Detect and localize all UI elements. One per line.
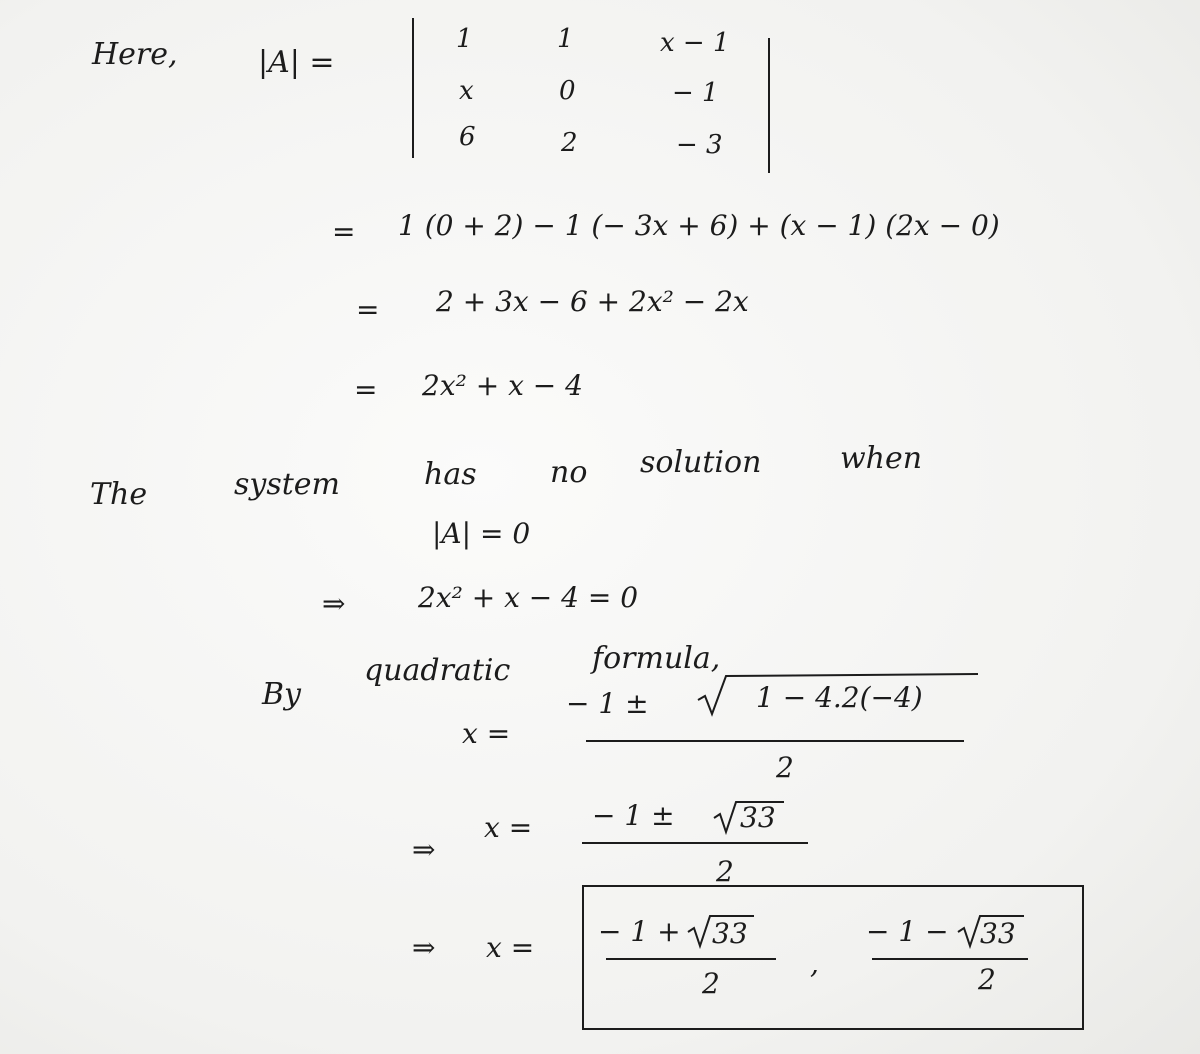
statement-word-system: system	[234, 467, 340, 502]
matrix-cell-r3c1: 6	[459, 122, 476, 152]
matrix-cell-r2c1: x	[459, 76, 474, 106]
simplified-fraction-bar	[582, 842, 808, 844]
matrix-cell-r2c3: − 1	[672, 78, 719, 108]
statement-word-when: when	[840, 441, 923, 476]
expansion-step-3-sign: =	[354, 373, 378, 406]
expansion-step-2: 2 + 3x − 6 + 2x² − 2x	[436, 285, 749, 318]
root1-radicand: 33	[712, 917, 748, 950]
determinant-right-bar	[768, 38, 770, 173]
here-label: Here,	[92, 37, 178, 72]
simplified-denominator: 2	[716, 855, 734, 888]
expansion-step-3: 2x² + x − 4	[422, 369, 583, 402]
simplified-numerator-prefix: − 1 ±	[592, 799, 675, 832]
roots-separator: ,	[810, 947, 819, 980]
matrix-cell-r1c1: 1	[456, 24, 473, 54]
root2-radicand: 33	[980, 917, 1016, 950]
simplified-lhs: x =	[484, 811, 533, 844]
statement-word-has: has	[424, 457, 477, 492]
final-lhs: x =	[486, 931, 535, 964]
implies-symbol-1: ⇒	[322, 587, 346, 620]
root1-denominator: 2	[702, 967, 720, 1000]
word-quadratic: quadratic	[364, 653, 511, 688]
statement-word-no: no	[550, 455, 588, 490]
expansion-step-1-sign: =	[332, 215, 356, 248]
root2-denominator: 2	[978, 963, 996, 996]
formula-denominator: 2	[776, 751, 794, 784]
statement-word-solution: solution	[640, 445, 762, 480]
formula-fraction-bar	[586, 740, 964, 742]
implies-symbol-2: ⇒	[412, 833, 436, 866]
word-by: By	[262, 677, 301, 712]
formula-numerator-prefix: − 1 ±	[566, 687, 649, 720]
root2-numerator-prefix: − 1 −	[866, 915, 949, 948]
word-formula: formula,	[592, 641, 721, 676]
statement-word-the: The	[90, 477, 148, 512]
root2-fraction-bar	[872, 958, 1028, 960]
implies-symbol-3: ⇒	[412, 931, 436, 964]
matrix-cell-r3c3: − 3	[676, 130, 723, 160]
matrix-cell-r3c2: 2	[561, 128, 578, 158]
quadratic-equation: 2x² + x − 4 = 0	[418, 581, 639, 614]
expansion-step-2-sign: =	[356, 293, 380, 326]
formula-radicand: 1 − 4.2(−4)	[756, 681, 923, 714]
expansion-step-1: 1 (0 + 2) − 1 (− 3x + 6) + (x − 1) (2x − 0)	[398, 209, 1000, 242]
simplified-radicand: 33	[740, 801, 776, 834]
matrix-cell-r1c2: 1	[557, 24, 574, 54]
determinant-left-bar	[412, 18, 414, 158]
matrix-cell-r1c3: x − 1	[660, 28, 730, 58]
determinant-lhs: |A| =	[258, 45, 335, 80]
root1-numerator-prefix: − 1 +	[598, 915, 681, 948]
formula-lhs: x =	[462, 717, 511, 750]
root1-fraction-bar	[606, 958, 776, 960]
matrix-cell-r2c2: 0	[559, 76, 576, 106]
condition-det-zero: |A| = 0	[432, 517, 531, 550]
